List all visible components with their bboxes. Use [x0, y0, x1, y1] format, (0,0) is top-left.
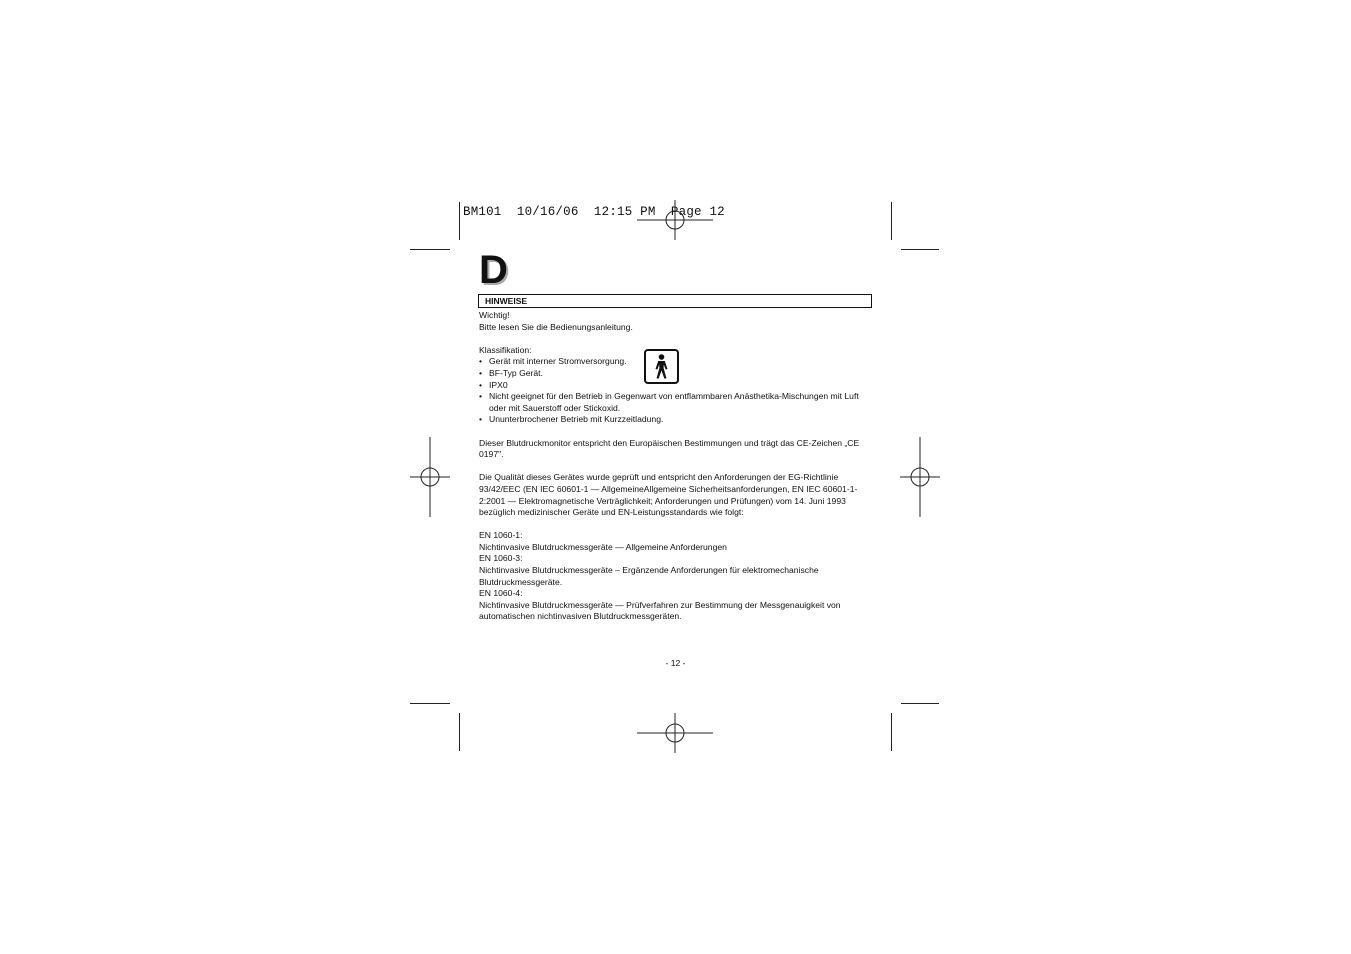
crop-mark-bottom-right-h: [901, 703, 939, 704]
registration-mark-icon: [635, 200, 715, 240]
print-slug: BM101 10/16/06 12:15 PM Page 12: [463, 205, 725, 219]
standard-code: EN 1060-1:: [479, 530, 523, 541]
read-manual-line: Bitte lesen Sie die Bedienungsanleitung.: [479, 321, 633, 332]
crop-mark-top-left: [459, 202, 460, 240]
classification-label: Klassifikation:: [479, 344, 532, 355]
list-item: • Ununterbrochener Betrieb mit Kurzzeitladung.: [479, 414, 664, 425]
notes-content: [479, 310, 871, 623]
registration-mark-icon: [635, 713, 715, 753]
crop-mark-bottom-left: [459, 713, 460, 751]
important-line: Wichtig!: [479, 310, 510, 320]
standard-description: Nichtinvasive Blutdruckmessgeräte – Ergänzende Anforderungen für elektromechanische Blutdruckmessgeräte.: [479, 565, 819, 587]
list-item: • Gerät mit interner Stromversorgung.: [479, 356, 627, 367]
ce-statement: Dieser Blutdruckmonitor entspricht den Europäischen Bestimmungen und trägt das CE-Zeichen „CE 0197".: [479, 437, 860, 460]
list-item: • BF-Typ Gerät.: [479, 367, 543, 378]
standard-code: EN 1060-4:: [479, 588, 523, 599]
standard-description: Nichtinvasive Blutdruckmessgeräte — Allgemeine Anforderungen: [479, 541, 727, 552]
registration-mark-icon: [410, 437, 450, 517]
language-marker: D: [479, 248, 508, 292]
crop-mark-top-right: [891, 202, 892, 240]
quality-statement: Die Qualität dieses Gerätes wurde geprüft und entspricht den Anforderungen der EG-Richtlinie 93/42/EEC (EN IEC 60601-1 — AllgemeineAllgemeine Sicherheitsanforderungen, EN IEC 60601-1-2:2001 — Elektromagnetische Verträglichkeit; Anforderungen und Prüfungen) vom 14. Juni 1993 bezüglich medizinischer Geräte und EN-Leistungsstandards wie folgt:: [479, 472, 858, 518]
section-header: HINWEISE: [485, 296, 528, 306]
list-item: • Nicht geeignet für den Betrieb in Gegenwart von entflammbaren Anästhetika-Mischungen mit Luft oder mit Sauerstoff oder Stickoxid.: [479, 391, 859, 413]
section-header-bar: [478, 294, 872, 308]
crop-mark-top-left-h: [410, 249, 450, 250]
crop-mark-top-right-h: [901, 249, 939, 250]
page-number: - 12 -: [665, 658, 686, 668]
crop-mark-bottom-left-h: [410, 703, 450, 704]
standard-code: EN 1060-3:: [479, 553, 523, 564]
list-item: • IPX0: [479, 379, 508, 390]
crop-mark-bottom-right: [891, 713, 892, 751]
registration-mark-icon: [900, 437, 940, 517]
standard-description: Nichtinvasive Blutdruckmessgeräte — Prüfverfahren zur Bestimmung der Messgenauigkeit von automatischen nichtinvasiven Blutdruckmessgeräten.: [479, 599, 841, 622]
